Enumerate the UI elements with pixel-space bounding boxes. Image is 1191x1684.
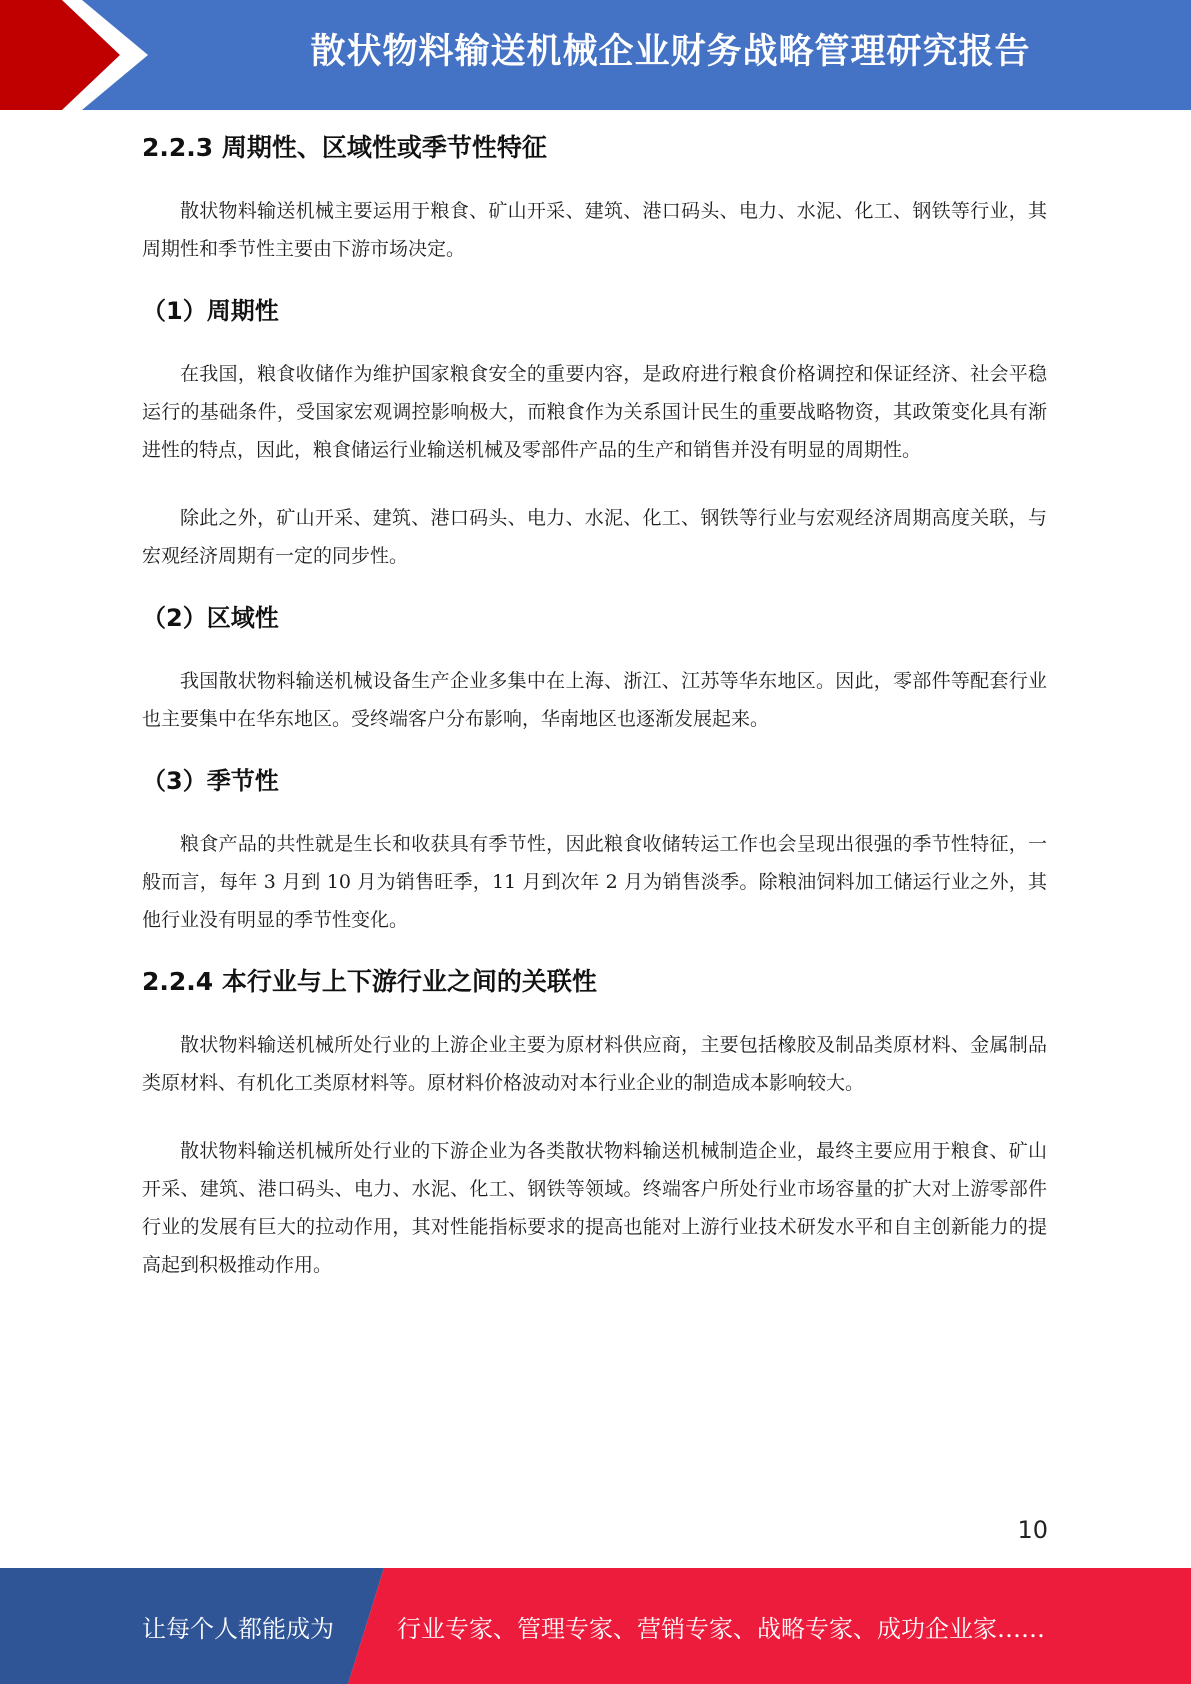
section-2-2-3-intro: 散状物料输送机械主要运用于粮食、矿山开采、建筑、港口码头、电力、水泥、化工、钢铁等行业，其周期性和季节性主要由下游市场决定。 xyxy=(142,200,1047,260)
section-heading-2-2-3: 2.2.3 周期性、区域性或季节性特征 xyxy=(142,133,547,162)
header-banner xyxy=(0,0,1191,110)
subsection-heading-seasonal: （3）季节性 xyxy=(142,767,279,795)
section-2-2-4-paragraph-2: 散状物料输送机械所处行业的下游企业为各类散状物料输送机械制造企业，最终主要应用于粮食、矿山开采、建筑、港口码头、电力、水泥、化工、钢铁等领域。终端客户所处行业市场容量的扩大对上游零部件行业的发展有巨大的拉动作用，其对性能指标要求的提高也能对上游行业技术研发水平和自主创新能力的提高起到积极推动作用。 xyxy=(142,1140,1047,1276)
page-content xyxy=(142,120,1047,1284)
cyclical-paragraph-1: 在我国，粮食收储作为维护国家粮食安全的重要内容，是政府进行粮食价格调控和保证经济、社会平稳运行的基础条件，受国家宏观调控影响极大，而粮食作为关系国计民生的重要战略物资，其政策变化具有渐进性的特点，因此，粮食储运行业输送机械及零部件产品的生产和销售并没有明显的周期性。 xyxy=(142,363,1047,461)
page-number: 10 xyxy=(1017,1516,1048,1544)
footer-slogan-right: 行业专家、管理专家、营销专家、战略专家、成功企业家…… xyxy=(397,1615,1045,1643)
section-heading-2-2-4: 2.2.4 本行业与上下游行业之间的关联性 xyxy=(142,967,597,996)
regional-paragraph-1: 我国散状物料输送机械设备生产企业多集中在上海、浙江、江苏等华东地区。因此，零部件等配套行业也主要集中在华东地区。受终端客户分布影响，华南地区也逐渐发展起来。 xyxy=(142,670,1047,730)
section-2-2-4-paragraph-1: 散状物料输送机械所处行业的上游企业主要为原材料供应商，主要包括橡胶及制品类原材料、金属制品类原材料、有机化工类原材料等。原材料价格波动对本行业企业的制造成本影响较大。 xyxy=(142,1034,1047,1094)
footer-banner xyxy=(0,1568,1191,1684)
subsection-heading-regional: （2）区域性 xyxy=(142,604,279,632)
report-title: 散状物料输送机械企业财务战略管理研究报告 xyxy=(310,32,1031,72)
cyclical-paragraph-2: 除此之外，矿山开采、建筑、港口码头、电力、水泥、化工、钢铁等行业与宏观经济周期高度关联，与宏观经济周期有一定的同步性。 xyxy=(142,507,1047,567)
footer-slogan-left: 让每个人都能成为 xyxy=(142,1615,334,1643)
subsection-heading-cyclical: （1）周期性 xyxy=(142,297,279,325)
seasonal-paragraph-1: 粮食产品的共性就是生长和收获具有季节性，因此粮食收储转运工作也会呈现出很强的季节性特征，一般而言，每年 3 月到 10 月为销售旺季，11 月到次年 2 月为销售淡季。除粮油饲料加工储运行业之外，其他行业没有明显的季节性变化。 xyxy=(142,833,1047,931)
